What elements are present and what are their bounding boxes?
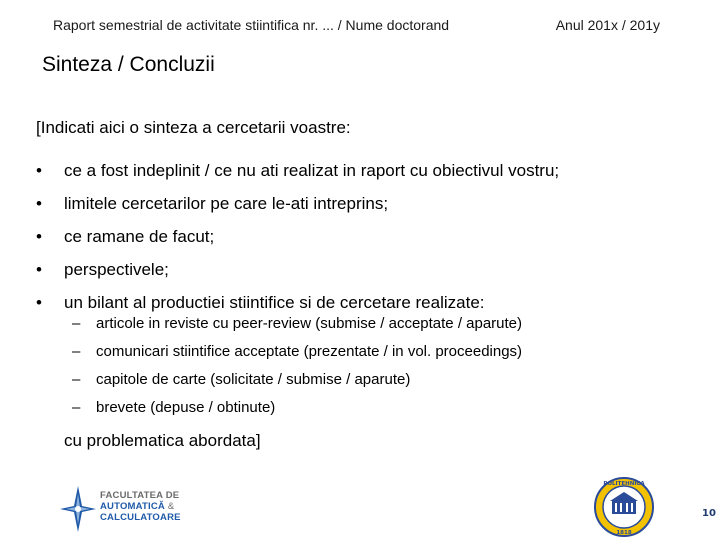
page-number: 10 <box>702 508 716 519</box>
intro-text: [Indicati aici o sinteza a cercetarii voastre: <box>36 118 351 137</box>
bullet-marker: • <box>36 259 42 279</box>
dash-marker: – <box>72 398 81 416</box>
sub-item-text: articole in reviste cu peer-review (submise / acceptate / aparute) <box>96 314 523 332</box>
seal-year: 1818 <box>616 530 632 536</box>
bullet-marker: • <box>36 226 42 246</box>
faculty-logo-line1: FACULTATEA DE <box>100 490 180 501</box>
faculty-logo-line3: CALCULATOARE <box>100 512 181 523</box>
dash-marker: – <box>72 314 81 332</box>
bullet-marker: • <box>36 160 42 180</box>
compass-star-icon <box>58 484 98 534</box>
faculty-logo-text <box>100 490 181 523</box>
bullet-text: un bilant al productiei stiintifice si de cercetare realizate: <box>64 292 485 312</box>
bullet-text: perspectivele; <box>64 259 169 279</box>
university-seal-icon <box>593 476 655 538</box>
bullet-text: limitele cercetarilor pe care le-ati intreprins; <box>64 193 389 213</box>
faculty-logo-line2: AUTOMATICĂ & <box>100 501 175 512</box>
sub-item <box>72 365 522 393</box>
header-academic-year: Anul 201x / 201y <box>555 17 660 33</box>
bullet-text: ce ramane de facut; <box>64 226 215 246</box>
bullet-list <box>36 154 559 319</box>
slide-title: Sinteza / Concluzii <box>42 53 215 76</box>
sub-item <box>72 309 522 337</box>
faculty-logo <box>58 484 198 536</box>
bullet-marker: • <box>36 292 42 312</box>
bullet-item <box>36 154 559 187</box>
sub-item-text: brevete (depuse / obtinute) <box>96 398 276 416</box>
bullet-item <box>36 187 559 220</box>
seal-top-text: POLITEHNICA <box>603 481 645 487</box>
header-document-title: Raport semestrial de activitate stiintifica nr. ... / Nume doctorand <box>53 17 450 33</box>
dash-marker: – <box>72 342 81 360</box>
bullet-marker: • <box>36 193 42 213</box>
dash-marker: – <box>72 370 81 388</box>
sub-item <box>72 337 522 365</box>
bullet-text: ce a fost indeplinit / ce nu ati realizat in raport cu obiectivul vostru; <box>64 160 560 180</box>
closing-text: cu problematica abordata] <box>64 431 261 450</box>
sub-item-text: capitole de carte (solicitate / submise / aparute) <box>96 370 411 388</box>
sub-item-list <box>72 309 522 421</box>
sub-item-text: comunicari stiintifice acceptate (prezentate / in vol. proceedings) <box>96 342 523 360</box>
sub-item <box>72 393 522 421</box>
bullet-item <box>36 220 559 253</box>
bullet-item <box>36 253 559 286</box>
